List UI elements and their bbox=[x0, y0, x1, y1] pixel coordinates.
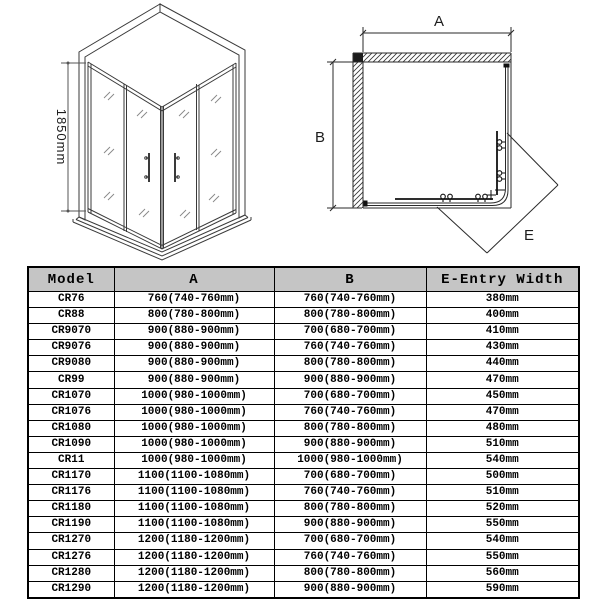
table-cell: 480mm bbox=[426, 420, 579, 436]
table-cell: 1100(1100-1080mm) bbox=[114, 485, 274, 501]
wall-corner bbox=[353, 53, 363, 62]
table-cell: 510mm bbox=[426, 485, 579, 501]
table-cell: 700(680-700mm) bbox=[274, 324, 426, 340]
dimension-b-label: B bbox=[314, 129, 326, 146]
table-row bbox=[28, 436, 579, 452]
table-cell: 1000(980-1000mm) bbox=[114, 436, 274, 452]
table-row bbox=[28, 549, 579, 565]
table-row bbox=[28, 533, 579, 549]
header-model: Model bbox=[28, 267, 114, 292]
specification-table bbox=[27, 266, 580, 599]
table-cell: 900(880-900mm) bbox=[274, 372, 426, 388]
table-row bbox=[28, 388, 579, 404]
table-cell: 470mm bbox=[426, 404, 579, 420]
table-cell: 760(740-760mm) bbox=[274, 340, 426, 356]
table-cell: 700(680-700mm) bbox=[274, 388, 426, 404]
table-cell: 1000(980-1000mm) bbox=[114, 404, 274, 420]
table-cell: CR1180 bbox=[28, 501, 114, 517]
table-cell: CR76 bbox=[28, 292, 114, 308]
table-cell: 800(780-800mm) bbox=[274, 356, 426, 372]
table-cell: 440mm bbox=[426, 356, 579, 372]
table-cell: 1100(1100-1080mm) bbox=[114, 501, 274, 517]
table-row bbox=[28, 308, 579, 324]
table-cell: 900(880-900mm) bbox=[274, 517, 426, 533]
table-row bbox=[28, 340, 579, 356]
table-cell: 1000(980-1000mm) bbox=[114, 452, 274, 468]
walls-hatched bbox=[353, 53, 511, 208]
table-cell: 700(680-700mm) bbox=[274, 533, 426, 549]
table-cell: 410mm bbox=[426, 324, 579, 340]
table-cell: 900(880-900mm) bbox=[114, 356, 274, 372]
table-cell: CR1070 bbox=[28, 388, 114, 404]
table-cell: CR9076 bbox=[28, 340, 114, 356]
table-cell: CR1280 bbox=[28, 565, 114, 581]
table-row bbox=[28, 324, 579, 340]
dimension-a-label: A bbox=[433, 13, 445, 30]
door-rollers bbox=[441, 140, 506, 202]
table-cell: 400mm bbox=[426, 308, 579, 324]
table-cell: 590mm bbox=[426, 581, 579, 598]
table-row bbox=[28, 469, 579, 485]
table-cell: CR1176 bbox=[28, 485, 114, 501]
table-cell: 800(780-800mm) bbox=[274, 420, 426, 436]
table-cell: 1200(1180-1200mm) bbox=[114, 565, 274, 581]
table-cell: CR1080 bbox=[28, 420, 114, 436]
table-cell: CR1076 bbox=[28, 404, 114, 420]
sliding-door-panels bbox=[395, 131, 505, 200]
table-cell: 900(880-900mm) bbox=[114, 324, 274, 340]
isometric-view-drawing bbox=[0, 0, 300, 262]
table-cell: 1100(1100-1080mm) bbox=[114, 469, 274, 485]
spec-table-body bbox=[28, 292, 579, 598]
table-cell: 760(740-760mm) bbox=[274, 485, 426, 501]
table-cell: 500mm bbox=[426, 469, 579, 485]
table-cell: 1200(1180-1200mm) bbox=[114, 533, 274, 549]
table-row bbox=[28, 565, 579, 581]
entry-width-label: E bbox=[523, 227, 535, 244]
table-cell: 450mm bbox=[426, 388, 579, 404]
table-cell: CR9070 bbox=[28, 324, 114, 340]
table-cell: 550mm bbox=[426, 549, 579, 565]
table-cell: 1000(980-1000mm) bbox=[114, 420, 274, 436]
table-row bbox=[28, 372, 579, 388]
table-cell: CR11 bbox=[28, 452, 114, 468]
table-cell: CR1270 bbox=[28, 533, 114, 549]
table-cell: 470mm bbox=[426, 372, 579, 388]
table-cell: 510mm bbox=[426, 436, 579, 452]
table-cell: 760(740-760mm) bbox=[114, 292, 274, 308]
dimension-a bbox=[360, 27, 514, 52]
table-row bbox=[28, 292, 579, 308]
table-cell: 900(880-900mm) bbox=[114, 340, 274, 356]
header-a: A bbox=[114, 267, 274, 292]
table-cell: 1100(1100-1080mm) bbox=[114, 517, 274, 533]
table-cell: 1200(1180-1200mm) bbox=[114, 549, 274, 565]
table-row bbox=[28, 356, 579, 372]
table-cell: 800(780-800mm) bbox=[114, 308, 274, 324]
table-cell: CR88 bbox=[28, 308, 114, 324]
header-b: B bbox=[274, 267, 426, 292]
table-header-row bbox=[28, 267, 579, 292]
table-cell: 700(680-700mm) bbox=[274, 469, 426, 485]
table-cell: 760(740-760mm) bbox=[274, 404, 426, 420]
table-cell: CR9080 bbox=[28, 356, 114, 372]
table-cell: 760(740-760mm) bbox=[274, 292, 426, 308]
table-row bbox=[28, 517, 579, 533]
table-cell: 800(780-800mm) bbox=[274, 308, 426, 324]
table-cell: 800(780-800mm) bbox=[274, 565, 426, 581]
table-cell: 1200(1180-1200mm) bbox=[114, 581, 274, 598]
table-row bbox=[28, 404, 579, 420]
table-cell: CR1290 bbox=[28, 581, 114, 598]
table-cell: 520mm bbox=[426, 501, 579, 517]
table-cell: 1000(980-1000mm) bbox=[274, 452, 426, 468]
table-cell: CR1090 bbox=[28, 436, 114, 452]
height-dimension-label: 1850mm bbox=[54, 108, 69, 166]
table-cell: 540mm bbox=[426, 452, 579, 468]
table-cell: 900(880-900mm) bbox=[114, 372, 274, 388]
table-cell: 900(880-900mm) bbox=[274, 436, 426, 452]
table-cell: 760(740-760mm) bbox=[274, 549, 426, 565]
table-cell: 800(780-800mm) bbox=[274, 501, 426, 517]
table-cell: 380mm bbox=[426, 292, 579, 308]
table-cell: CR1190 bbox=[28, 517, 114, 533]
table-row bbox=[28, 420, 579, 436]
table-cell: CR1170 bbox=[28, 469, 114, 485]
table-cell: 430mm bbox=[426, 340, 579, 356]
table-row bbox=[28, 485, 579, 501]
table-cell: 560mm bbox=[426, 565, 579, 581]
table-cell: CR99 bbox=[28, 372, 114, 388]
table-row bbox=[28, 501, 579, 517]
table-cell: 550mm bbox=[426, 517, 579, 533]
plan-view-drawing bbox=[300, 0, 580, 262]
table-row bbox=[28, 452, 579, 468]
table-row bbox=[28, 581, 579, 598]
enclosure-frame bbox=[363, 53, 511, 208]
header-e-entry-width: E-Entry Width bbox=[426, 267, 579, 292]
table-cell: 1000(980-1000mm) bbox=[114, 388, 274, 404]
table-cell: CR1276 bbox=[28, 549, 114, 565]
table-cell: 540mm bbox=[426, 533, 579, 549]
enclosure-walls bbox=[79, 4, 245, 249]
table-cell: 900(880-900mm) bbox=[274, 581, 426, 598]
